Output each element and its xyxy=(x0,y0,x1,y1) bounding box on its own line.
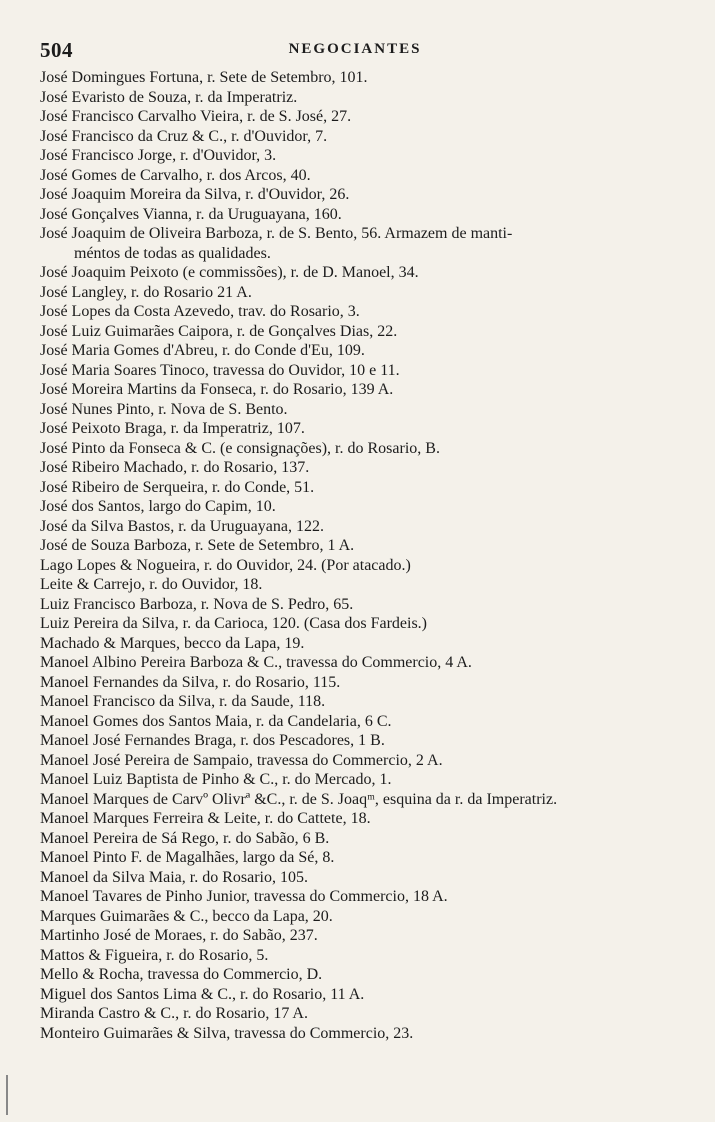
entry-text: Manoel Pinto F. de Magalhães, largo da Sé, 8. xyxy=(40,849,335,866)
list-item xyxy=(40,809,680,829)
entry-text: José da Silva Bastos, r. da Uruguayana, 122. xyxy=(40,517,324,535)
list-item xyxy=(40,146,680,166)
page-number: 504 xyxy=(40,38,73,62)
entry-text: Manoel José Pereira de Sampaio, travessa do Commercio, 2 A. xyxy=(40,751,443,769)
list-item xyxy=(40,887,680,907)
entry-text: José Evaristo de Souza, r. da Imperatriz. xyxy=(40,88,298,106)
entry-text: José Gomes de Carvalho, r. dos Arcos, 40. xyxy=(40,166,311,184)
list-item xyxy=(40,127,680,147)
entry-text: José Luiz Guimarães Caipora, r. de Gonçalves Dias, 22. xyxy=(40,322,398,340)
entry-text: Manoel Pereira de Sá Rego, r. do Sabão, 6 B. xyxy=(40,829,330,847)
list-item xyxy=(40,868,680,888)
entry-text: Manoel Marques de Carvº Olivrª &C., r. de S. Joaqᵐ, esquina da r. da Imperatriz. xyxy=(40,790,558,808)
list-item xyxy=(40,419,680,439)
entry-text: Marques Guimarães & C., becco da Lapa, 20. xyxy=(40,907,333,925)
list-item xyxy=(40,302,680,322)
entry-text: José Nunes Pinto, r. Nova de S. Bento. xyxy=(40,400,288,418)
entry-text: Martinho José de Moraes, r. do Sabão, 237. xyxy=(40,927,318,944)
entry-text: José Joaquim Peixoto (e commissões), r. de D. Manoel, 34. xyxy=(40,264,419,281)
entry-text: José de Souza Barboza, r. Sete de Setembro, 1 A. xyxy=(40,537,355,554)
entry-text: Monteiro Guimarães & Silva, travessa do Commercio, 23. xyxy=(40,1024,414,1042)
list-item xyxy=(40,829,680,849)
list-item xyxy=(40,536,680,556)
running-title: NEGOCIANTES xyxy=(288,41,422,57)
entry-text: Miranda Castro & C., r. do Rosario, 17 A. xyxy=(40,1005,308,1022)
list-item xyxy=(40,673,680,693)
entry-text: José Francisco da Cruz & C., r. d'Ouvidor, 7. xyxy=(40,127,328,145)
page-edge-mark xyxy=(6,1075,8,1115)
entry-text: Miguel dos Santos Lima & C., r. do Rosario, 11 A. xyxy=(40,985,365,1003)
entry-continuation: méntos de todas as qualidades. xyxy=(74,244,271,262)
entry-text: Mello & Rocha, travessa do Commercio, D. xyxy=(40,966,323,983)
list-item xyxy=(40,790,680,810)
entry-text: José Joaquim Moreira da Silva, r. d'Ouvidor, 26. xyxy=(40,186,350,203)
list-item xyxy=(40,985,680,1005)
list-item xyxy=(40,965,680,985)
list-item xyxy=(40,946,680,966)
list-item xyxy=(40,556,680,576)
list-item xyxy=(40,926,680,946)
list-item xyxy=(40,263,680,283)
list-item xyxy=(40,712,680,732)
entry-text: Manoel Fernandes da Silva, r. do Rosario, 115. xyxy=(40,673,341,691)
list-item xyxy=(40,458,680,478)
list-item xyxy=(40,166,680,186)
list-item xyxy=(40,751,680,771)
list-item xyxy=(40,68,680,88)
entry-text: Manoel Francisco da Silva, r. da Saude, 118. xyxy=(40,693,326,710)
list-item xyxy=(40,1024,680,1044)
entry-text: José Lopes da Costa Azevedo, trav. do Rosario, 3. xyxy=(40,303,360,320)
entry-text: Luiz Francisco Barboza, r. Nova de S. Pedro, 65. xyxy=(40,595,354,613)
list-item xyxy=(40,1004,680,1024)
entry-text: José Domingues Fortuna, r. Sete de Setembro, 101. xyxy=(40,69,368,86)
list-item xyxy=(40,595,680,615)
entry-text: Manoel Marques Ferreira & Leite, r. do Cattete, 18. xyxy=(40,810,371,827)
list-item xyxy=(40,634,680,654)
list-item xyxy=(40,185,680,205)
list-item xyxy=(40,907,680,927)
entry-text: José Francisco Jorge, r. d'Ouvidor, 3. xyxy=(40,147,277,164)
entry-text: Lago Lopes & Nogueira, r. do Ouvidor, 24. (Por atacado.) xyxy=(40,556,411,574)
entry-text: José Ribeiro Machado, r. do Rosario, 137. xyxy=(40,459,310,476)
list-item xyxy=(40,283,680,303)
list-item xyxy=(40,478,680,498)
entry-text: José Francisco Carvalho Vieira, r. de S. José, 27. xyxy=(40,108,352,125)
list-item xyxy=(40,731,680,751)
entry-text: Manoel da Silva Maia, r. do Rosario, 105. xyxy=(40,868,308,886)
entry-text: José Joaquim de Oliveira Barboza, r. de S. Bento, 56. Armazem de manti- xyxy=(40,225,513,242)
entry-text: Manoel Albino Pereira Barboza & C., travessa do Commercio, 4 A. xyxy=(40,654,472,671)
list-item xyxy=(40,88,680,108)
entry-text: Manoel Tavares de Pinho Junior, travessa do Commercio, 18 A. xyxy=(40,888,448,905)
list-item xyxy=(40,361,680,381)
entry-text: Luiz Pereira da Silva, r. da Carioca, 120. (Casa dos Fardeis.) xyxy=(40,615,427,632)
list-item xyxy=(40,575,680,595)
list-item xyxy=(40,614,680,634)
entry-text: José Peixoto Braga, r. da Imperatriz, 107. xyxy=(40,420,305,437)
entry-text: Leite & Carrejo, r. do Ouvidor, 18. xyxy=(40,576,263,593)
entry-text: José Maria Soares Tinoco, travessa do Ouvidor, 10 e 11. xyxy=(40,361,400,379)
entry-text: José Moreira Martins da Fonseca, r. do Rosario, 139 A. xyxy=(40,381,394,398)
list-item xyxy=(40,224,680,263)
list-item xyxy=(40,517,680,537)
entry-text: José Ribeiro de Serqueira, r. do Conde, 51. xyxy=(40,478,315,496)
list-item xyxy=(40,653,680,673)
list-item xyxy=(40,322,680,342)
entry-text: Manoel José Fernandes Braga, r. dos Pescadores, 1 B. xyxy=(40,732,385,749)
entry-text: Mattos & Figueira, r. do Rosario, 5. xyxy=(40,946,269,964)
entry-text: Manoel Luiz Baptista de Pinho & C., r. do Mercado, 1. xyxy=(40,771,392,788)
entry-text: José Pinto da Fonseca & C. (e consignações), r. do Rosario, B. xyxy=(40,439,440,457)
list-item xyxy=(40,380,680,400)
entry-text: Machado & Marques, becco da Lapa, 19. xyxy=(40,634,305,652)
list-item xyxy=(40,692,680,712)
list-item xyxy=(40,205,680,225)
merchant-list xyxy=(40,68,680,1043)
entry-text: José Maria Gomes d'Abreu, r. do Conde d'Eu, 109. xyxy=(40,342,365,359)
list-item xyxy=(40,770,680,790)
list-item xyxy=(40,497,680,517)
page-header xyxy=(40,38,670,62)
entry-text: Manoel Gomes dos Santos Maia, r. da Candelaria, 6 C. xyxy=(40,712,392,730)
list-item xyxy=(40,341,680,361)
entry-text: José dos Santos, largo do Capim, 10. xyxy=(40,498,276,515)
entry-text: José Gonçalves Vianna, r. da Uruguayana, 160. xyxy=(40,205,342,223)
list-item xyxy=(40,107,680,127)
list-item xyxy=(40,400,680,420)
list-item xyxy=(40,848,680,868)
list-item xyxy=(40,439,680,459)
entry-text: José Langley, r. do Rosario 21 A. xyxy=(40,283,252,301)
